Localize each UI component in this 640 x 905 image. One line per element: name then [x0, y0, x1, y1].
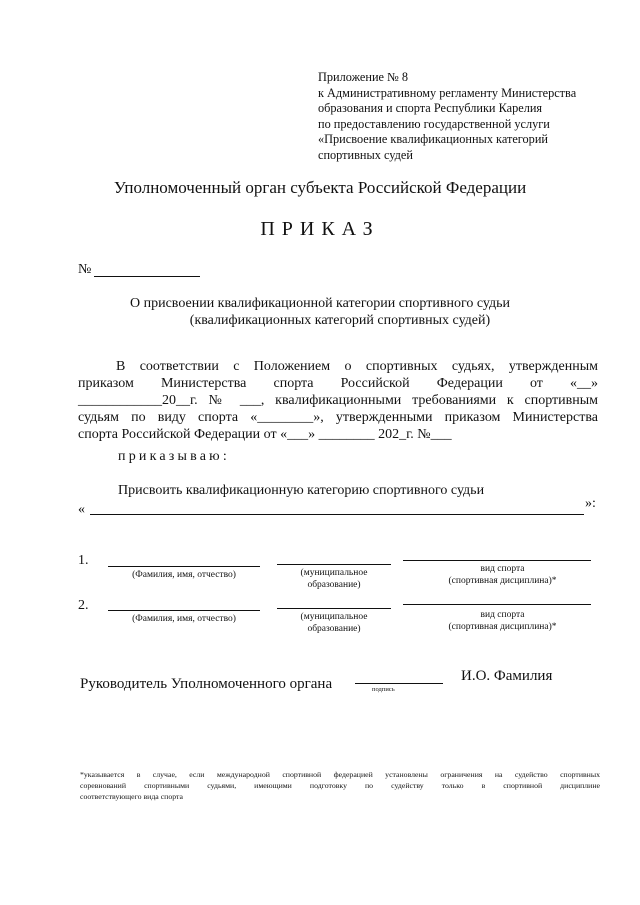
appendix-line: образования и спорта Республики Карелия [318, 101, 543, 116]
name-line [108, 566, 260, 567]
sport-caption-line: вид спорта [480, 564, 525, 574]
order-body [78, 358, 598, 443]
quote-close: »: [585, 496, 596, 511]
body-line: приказом Министерства спорта Российской Федерации от «__» [78, 376, 598, 391]
appendix-line: по предоставлению государственной услуги [318, 116, 550, 131]
appendix-line: Приложение № 8 [318, 70, 409, 84]
order-number-label: № [78, 262, 92, 277]
municipal-caption-line: (муниципальное [300, 612, 368, 622]
row-number: 2. [78, 598, 89, 613]
footnote-line: *указывается в случае, если международной спортивной федерацией установлены ограничения на судейство спортивных [80, 770, 600, 779]
body-line: спорта Российской Федерации от «___» ________ 202_г. №___ [78, 427, 452, 442]
municipal-line [277, 564, 391, 565]
body-line: судьям по виду спорта «________», утвержденными приказом Министерства [78, 410, 598, 425]
body-line: В соответствии с Положением о спортивных судьях, утвержденным [116, 359, 598, 374]
prikazyvayu-word: приказываю: [118, 449, 230, 464]
quote-open: « [78, 502, 85, 517]
order-number-line [94, 276, 200, 277]
order-subject [0, 295, 640, 329]
sport-line [403, 560, 591, 561]
municipal-caption-line: образование) [307, 580, 361, 590]
municipal-line [277, 608, 391, 609]
subject-line-2: (квалификационных категорий спортивных судей) [189, 313, 491, 328]
body-line: ____________20__г. № ___, квалификационными требованиями к спортивным [78, 393, 598, 408]
appendix-block [318, 70, 618, 164]
sport-caption-line: (спортивная дисциплина)* [448, 576, 557, 586]
name-caption: (Фамилия, имя, отчество) [132, 570, 236, 580]
appendix-line: спортивных судей [318, 147, 413, 162]
municipal-caption [277, 611, 391, 635]
municipal-caption-line: (муниципальное [300, 568, 368, 578]
footnote-line: соответствующего вида спорта [80, 792, 184, 801]
sport-caption [420, 563, 585, 587]
head-name: И.О. Фамилия [461, 668, 553, 684]
authority-heading: Уполномоченный орган субъекта Российской Федерации [113, 178, 527, 197]
signature-line [355, 683, 443, 684]
sport-caption-line: вид спорта [480, 610, 525, 620]
row-number: 1. [78, 553, 89, 568]
name-caption: (Фамилия, имя, отчество) [132, 614, 236, 624]
category-fill-line [90, 514, 584, 515]
footnote [80, 769, 600, 802]
assign-text: Присвоить квалификационную категорию спортивного судьи [118, 483, 485, 498]
subject-line-1: О присвоении квалификационной категории спортивного судьи [130, 296, 510, 311]
signature-caption: подпись [372, 686, 395, 693]
document-title: ПРИКАЗ [260, 218, 380, 240]
municipal-caption [277, 567, 391, 591]
appendix-line: «Присвоение квалификационных категорий [318, 132, 548, 147]
sport-line [403, 604, 591, 605]
name-line [108, 610, 260, 611]
footnote-line: соревнований спортивными судьями, имеющими подготовку по судейству только в спортивной дисциплине [80, 781, 600, 790]
sport-caption-line: (спортивная дисциплина)* [448, 622, 557, 632]
municipal-caption-line: образование) [307, 624, 361, 634]
head-title: Руководитель Уполномоченного органа [80, 676, 333, 692]
appendix-line: к Административному регламенту Министерства [318, 85, 577, 100]
sport-caption [420, 609, 585, 633]
